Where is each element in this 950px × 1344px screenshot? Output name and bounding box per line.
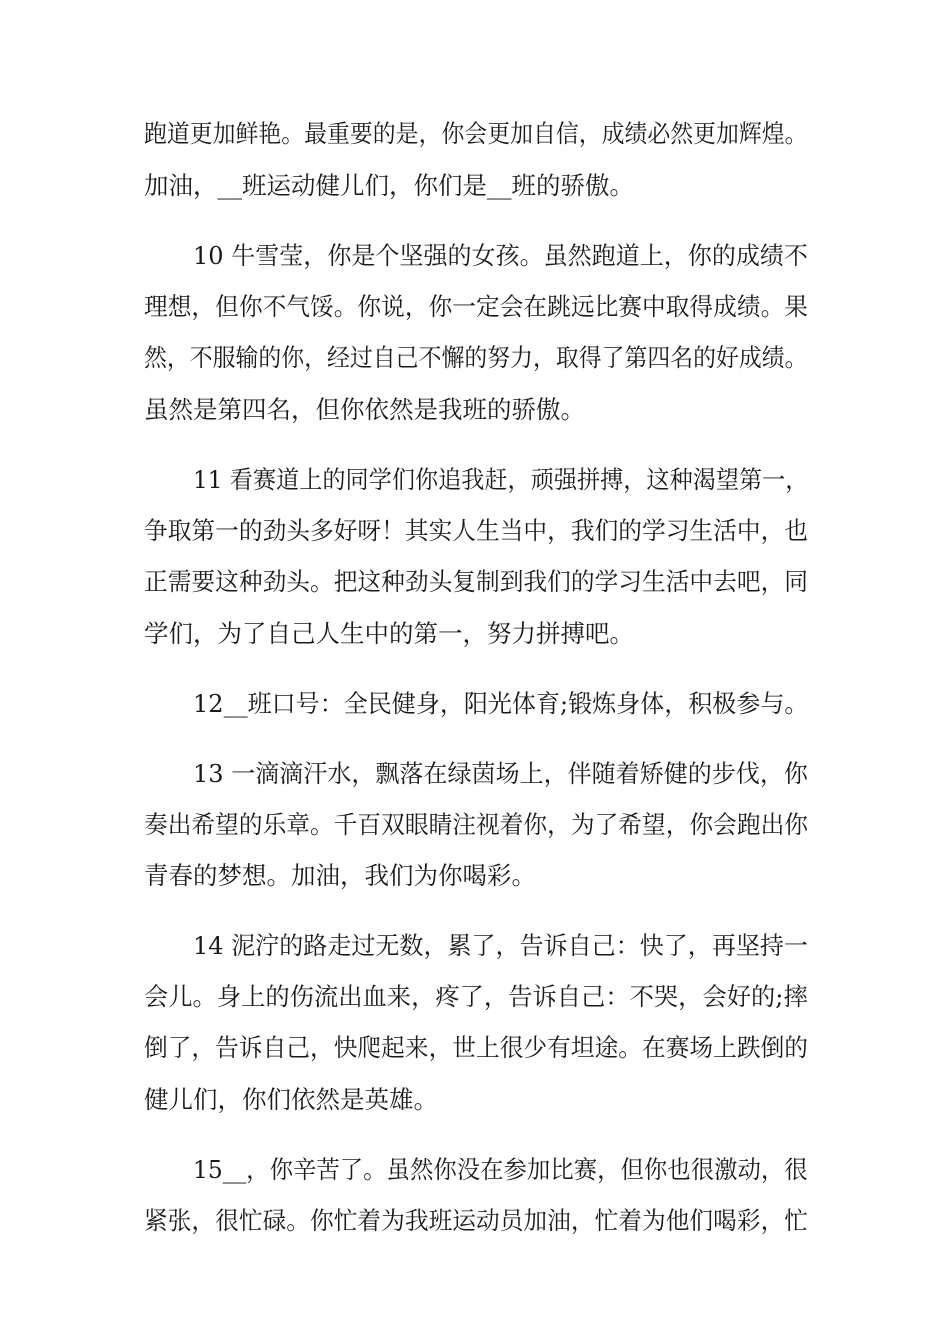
text-line: 13 一滴滴汗水，飘落在绿茵场上，伴随着矫健的步伐，你 bbox=[193, 759, 808, 788]
text-line: 11 看赛道上的同学们你追我赶，顽强拼搏，这种渴望第一， bbox=[193, 465, 809, 494]
text-line: 加油，__班运动健儿们，你们是__班的骄傲。 bbox=[144, 171, 634, 200]
text-line: 紧张，很忙碌。你忙着为我班运动员加油，忙着为他们喝彩，忙 bbox=[144, 1206, 808, 1235]
text-line: 15__，你辛苦了。虽然你没在参加比赛，但你也很激动，很 bbox=[193, 1155, 808, 1184]
text-line: 会儿。身上的伤流出血来，疼了，告诉自己：不哭，会好的;摔 bbox=[144, 982, 808, 1011]
text-line: 学们，为了自己人生中的第一，努力拼搏吧。 bbox=[144, 619, 634, 648]
text-line: 倒了，告诉自己，快爬起来，世上很少有坦途。在赛场上跌倒的 bbox=[144, 1033, 808, 1062]
text-line: 奏出希望的乐章。千百双眼睛注视着你，为了希望，你会跑出你 bbox=[144, 810, 808, 839]
text-line: 然，不服输的你，经过自己不懈的努力，取得了第四名的好成绩。 bbox=[144, 343, 808, 372]
text-line: 跑道更加鲜艳。最重要的是，你会更加自信，成绩必然更加辉煌。 bbox=[144, 119, 808, 148]
text-line: 12__班口号：全民健身，阳光体育;锻炼身体，积极参与。 bbox=[193, 689, 809, 718]
text-line: 青春的梦想。加油，我们为你喝彩。 bbox=[144, 861, 536, 890]
text-line: 正需要这种劲头。把这种劲头复制到我们的学习生活中去吧，同 bbox=[144, 567, 808, 596]
text-line: 10 牛雪莹，你是个坚强的女孩。虽然跑道上，你的成绩不 bbox=[193, 241, 808, 270]
text-line: 虽然是第四名，但你依然是我班的骄傲。 bbox=[144, 395, 585, 424]
text-line: 14 泥泞的路走过无数，累了，告诉自己：快了，再坚持一 bbox=[193, 931, 808, 960]
text-line: 健儿们，你们依然是英雄。 bbox=[144, 1085, 438, 1114]
text-line: 理想，但你不气馁。你说，你一定会在跳远比赛中取得成绩。果 bbox=[144, 292, 808, 321]
text-line: 争取第一的劲头多好呀！其实人生当中，我们的学习生活中，也 bbox=[144, 516, 808, 545]
